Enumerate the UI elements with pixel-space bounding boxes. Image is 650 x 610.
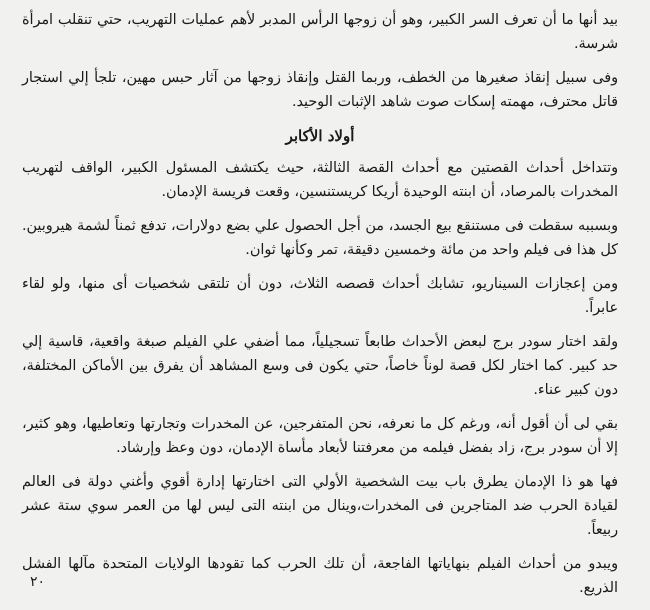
- paragraph-5: ومن إعجازات السيناريو، تشابك أحداث قصصه الثلاث، دون أن تلتقى شخصيات أى منها، ولو لقاء عابراً.: [22, 276, 618, 316]
- paragraph-4: وبسببه سقطت فى مستنقع بيع الجسد، من أجل الحصول علي بضع دولارات، تدفع ثمناً لشمة هيروبين. كل هذا فى فيلم واحد من مائة وخمسين دقيقة، تمر وكأنها ثوان.: [22, 218, 618, 258]
- page-number: ٢٠: [30, 574, 46, 590]
- paragraph-8: فها هو ذا الإدمان يطرق باب بيت الشخصية الأولي التى اختارتها إدارة أقوي وأغني دولة فى العالم لقيادة الحرب ضد المتاجرين فى المخدرات،وينال من ابنته التى ليس لها من العمر سوي ستة عشر ربيعاً.: [22, 474, 618, 538]
- paragraph-3: وتتداخل أحداث القصتين مع أحداث القصة الثالثة، حيث يكتشف المسئول الكبير، الواقف لتهريب المخدرات بالمرصاد، أن ابنته الوحيدة أريكا كريستنسين، وقعت فريسة الإدمان.: [22, 160, 618, 200]
- paragraph-2: وفى سبيل إنقاذ صغيرها من الخطف، وربما القتل وإنقاذ زوجها من آثار حبس مهين، تلجأ إلي استجار قاتل محترف، مهمته إسكات صوت شاهد الإثبات الوحيد.: [22, 70, 618, 110]
- paragraph-7: بقي لى أن أقول أنه، ورغم كل ما نعرفه، نحن المتفرجين، عن المخدرات وتجارتها وتعاطيها، وهو كثير، إلا أن سودر برج، زاد بفضل فيلمه من معرفتنا لأبعاد مأساة الإدمان، دون وعظ وإرشاد.: [22, 416, 618, 456]
- page-body: [22, 8, 618, 610]
- paragraph-9: ويبدو من أحداث الفيلم بنهاياتها الفاجعة، أن تلك الحرب كما تقودها الولايات المتحدة مآلها الفشل الذريع.: [22, 556, 618, 596]
- section-heading: أولاد الأكابر: [285, 127, 355, 145]
- paragraph-1: بيد أنها ما أن تعرف السر الكبير، وهو أن زوجها الرأس المدبر لأهم عمليات التهريب، حتي تنقلب امرأة شرسة.: [22, 12, 618, 52]
- paragraph-6: ولقد اختار سودر برج لبعض الأحداث طابعاً تسجيلياً، مما أضفي علي الفيلم صبغة واقعية، قاسية إلي حد كبير. كما اختار لكل قصة لوناً خاصاً، حتي يكون فى وسع المشاهد أن يفرق بين الأماكن المختلفة، دون كبير عناء.: [22, 334, 618, 398]
